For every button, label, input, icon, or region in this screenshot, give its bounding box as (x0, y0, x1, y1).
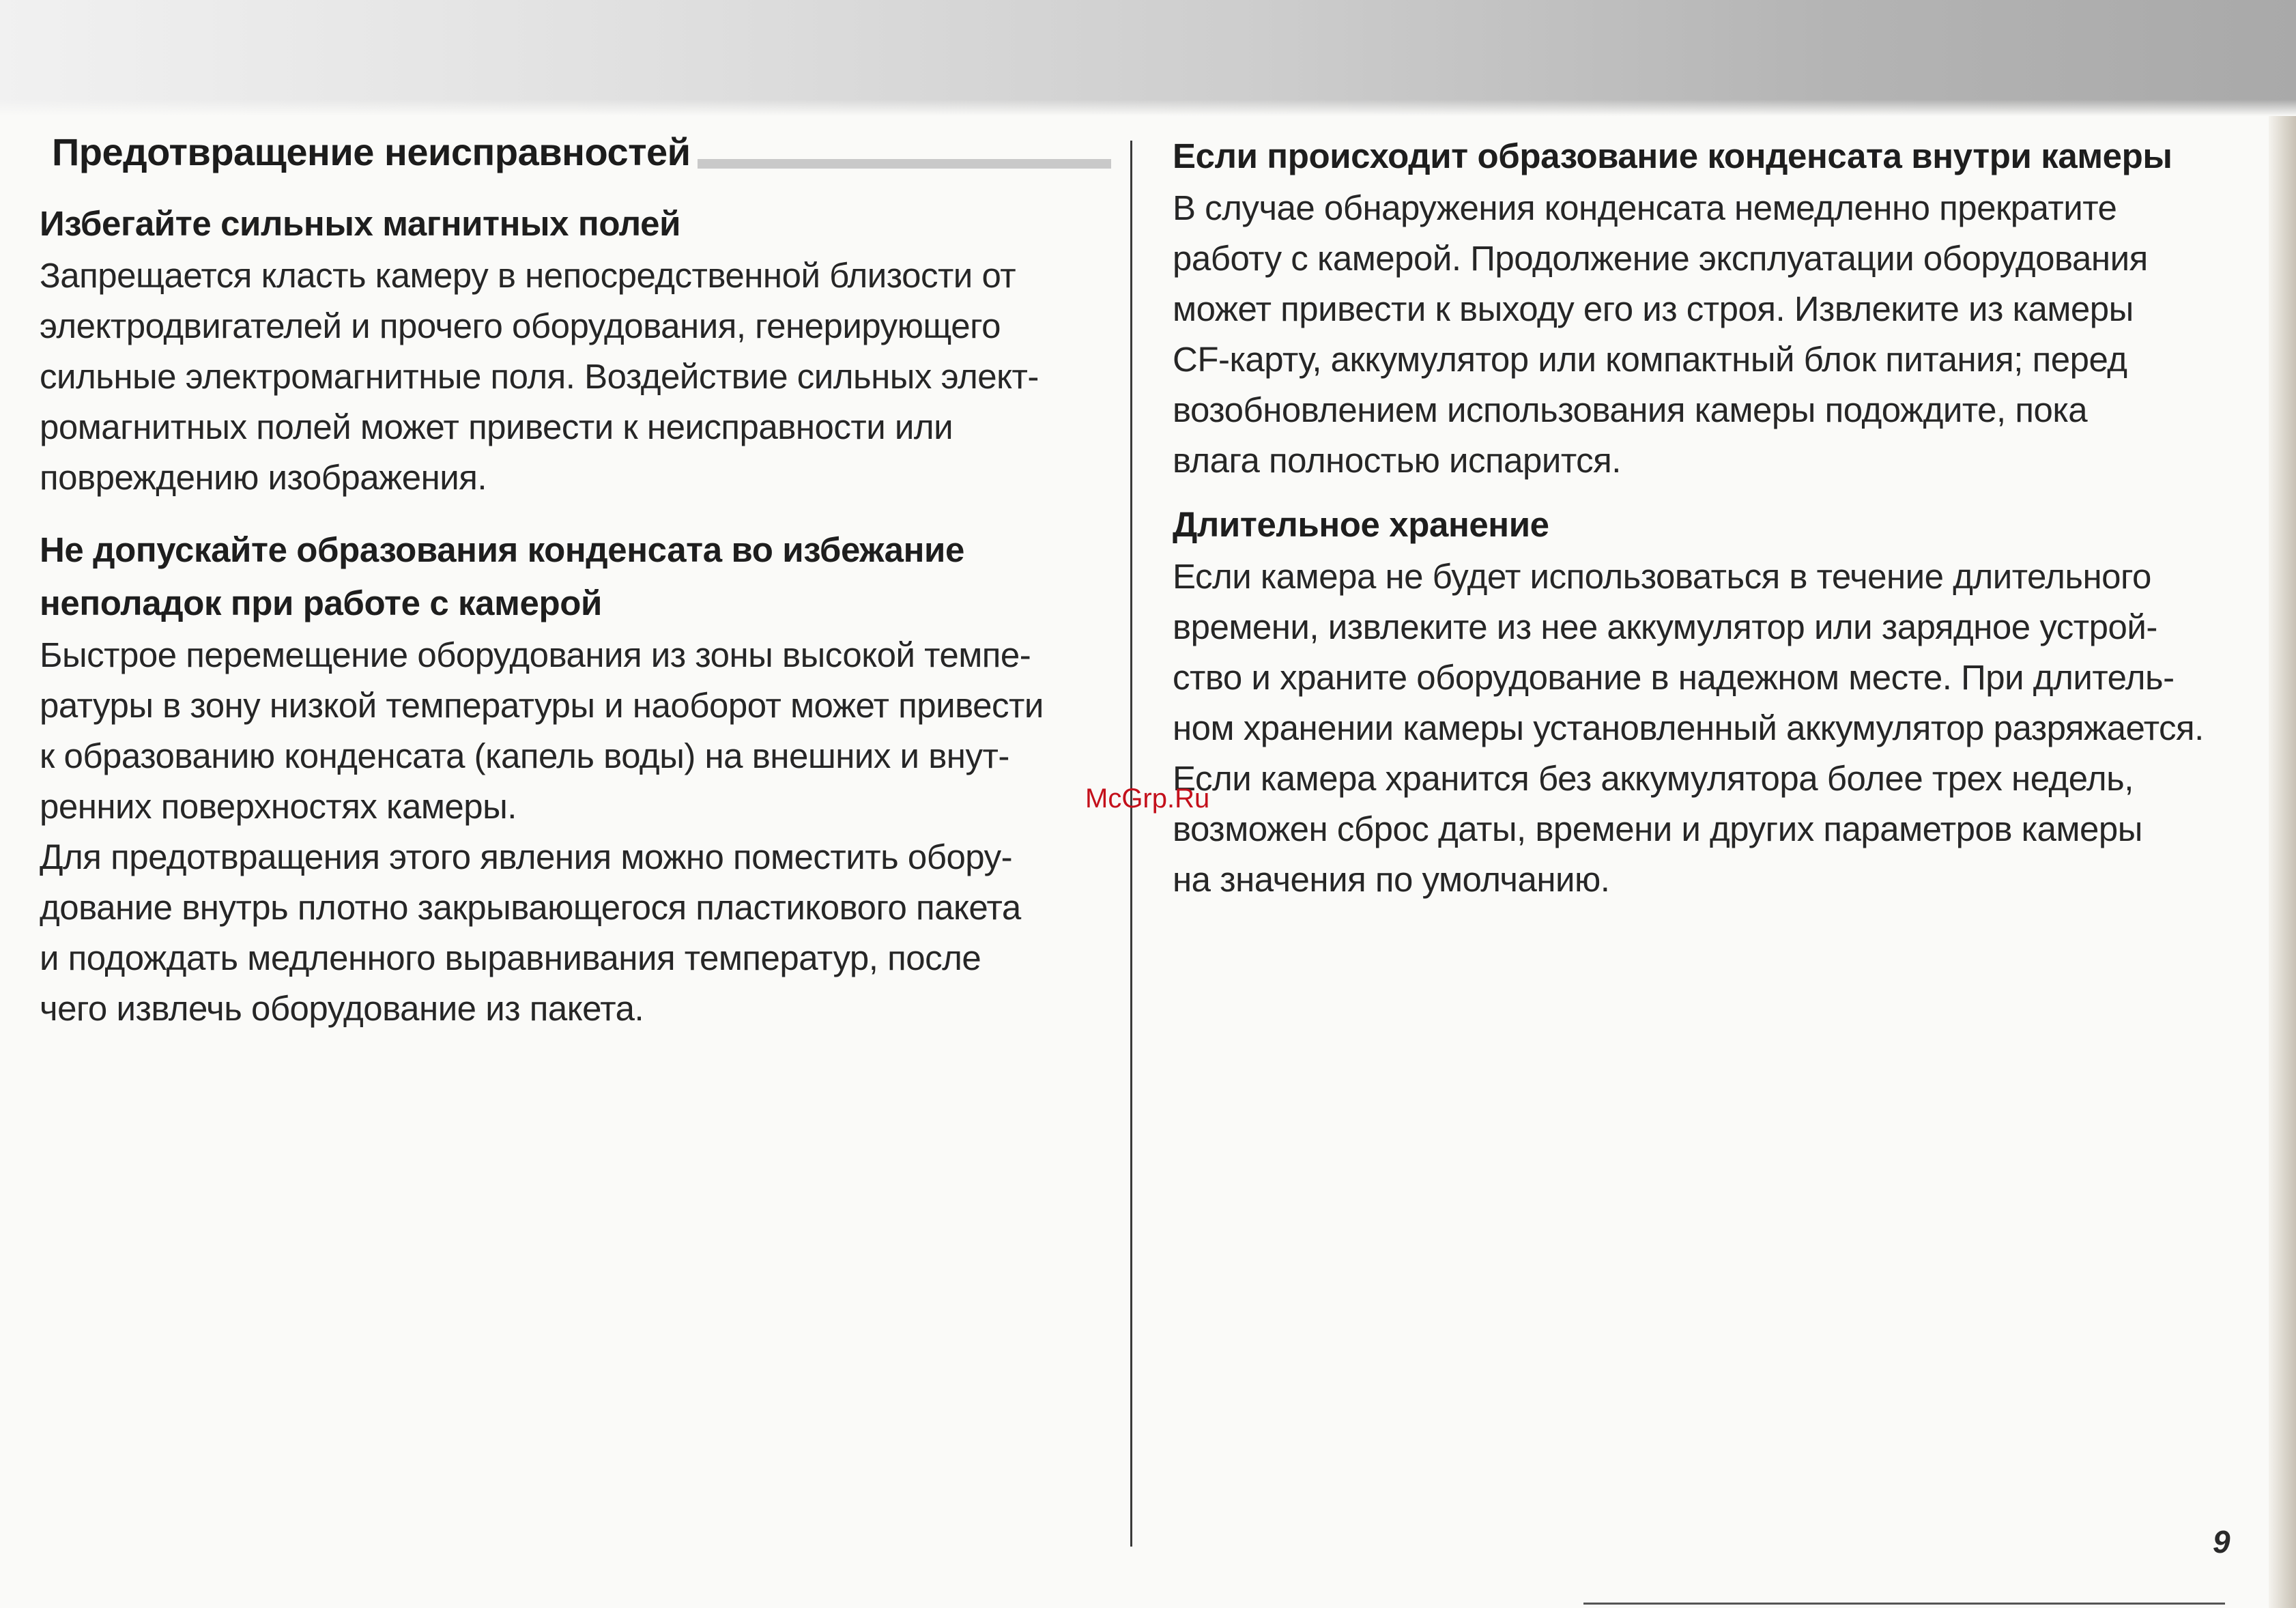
watermark: McGrp.Ru (1085, 784, 1210, 814)
condensation-paragraph-2: Для предотвращения этого явления можно поместить обору- дование внутрь плотно закрывающегося пластикового пакета и подождать медленного выравнивания температур, после чего извлечь оборудование из пакета. (40, 837, 1021, 1028)
long-term-storage-paragraph: Если камера не будет использоваться в течение длительного времени, извлеките из нее аккумулятор или зарядное устрой- ство и храните оборудование в надежном месте. При длитель- ном хранении камеры установленный аккумулятор разряжается. Если камера хранится без аккумулятора более трех недель, возможен сброс даты, времени и других параметров камеры на значения по умолчанию. (1173, 557, 2204, 899)
footer-rule (1583, 1603, 2225, 1605)
magnetic-fields-section (40, 197, 1111, 503)
page-header-band (0, 0, 2296, 116)
title-rule (698, 159, 1111, 169)
left-column (40, 130, 1111, 1034)
magnetic-fields-paragraph: Запрещается класть камеру в непосредственной близости от электродвигателей и прочего оборудования, генерирующего сильные электромагнитные поля. Воздействие сильных элект- ромагнитных полей может привести к неисправности или повреждению изображения. (40, 256, 1039, 497)
long-term-storage-section (1173, 498, 2251, 905)
condensation-heading: Не допускайте образования конденсата во избежание неполадок при работе с камерой (40, 530, 964, 622)
section-title (52, 130, 1111, 174)
condensation-inside-paragraph: В случае обнаружения конденсата немедленно прекратите работу с камерой. Продолжение эксплуатации оборудования может привести к выходу его из строя. Извлеките из камеры CF-карту, аккумулятор или компактный блок питания; перед возобновлением использования камеры подождите, пока влага полностью испарится. (1173, 188, 2148, 480)
section-title-text: Предотвращение неисправностей (52, 130, 691, 173)
condensation-inside-section (1173, 130, 2251, 486)
right-column (1173, 130, 2251, 905)
column-divider (1130, 141, 1132, 1547)
condensation-section (40, 523, 1111, 1034)
magnetic-fields-heading: Избегайте сильных магнитных полей (40, 204, 681, 243)
page-number: 9 (2213, 1524, 2230, 1560)
condensation-paragraph-1: Быстрое перемещение оборудования из зоны высокой темпе- ратуры в зону низкой температуры и наоборот может привести к образованию конденсата (капель воды) на внешних и внут- ренних поверхностях камеры. (40, 635, 1044, 826)
long-term-storage-heading: Длительное хранение (1173, 505, 1549, 544)
condensation-inside-heading: Если происходит образование конденсата внутри камеры (1173, 137, 2172, 175)
page-edge-shadow (2269, 116, 2296, 1608)
